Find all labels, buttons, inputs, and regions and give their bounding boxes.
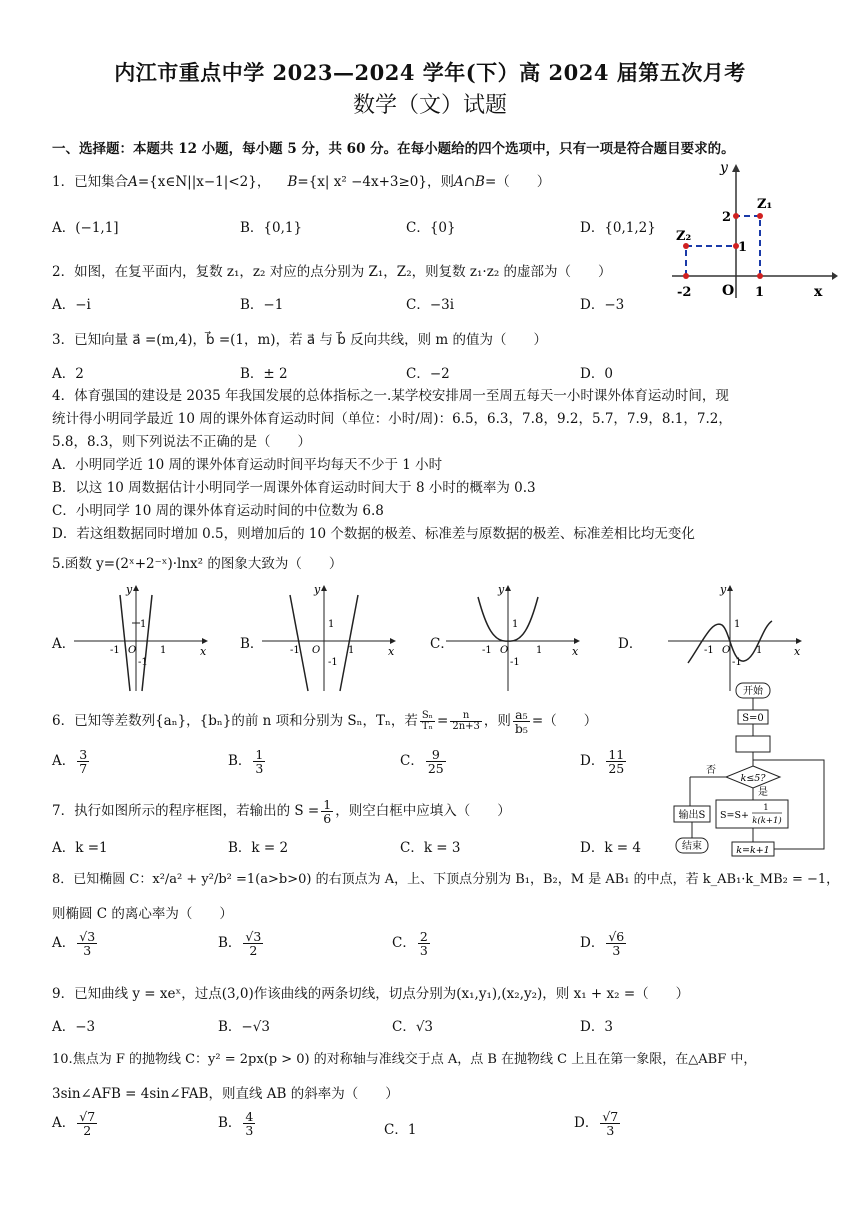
axis-x-label: x — [814, 284, 823, 300]
svg-text:-1: -1 — [110, 645, 120, 656]
q9-option-d: D．3 — [580, 1019, 613, 1035]
q3-option-a: A．2 — [52, 366, 84, 382]
svg-text:y: y — [126, 583, 133, 596]
graph-b — [262, 583, 402, 695]
q3-option-b: B．± 2 — [240, 366, 288, 382]
q7-option-b: B．k = 2 — [228, 840, 289, 856]
svg-text:-1: -1 — [704, 645, 714, 656]
tick-y-1: 1 — [738, 240, 748, 255]
question-4-line-2: 统计得小明同学最近 10 周的课外体育运动时间（单位：小时/周)：6.5，6.3，7.8，9.2，5.7，7.9，8.1，7.2， — [52, 411, 732, 427]
flow-blank-box — [736, 736, 770, 752]
svg-text:x: x — [200, 645, 207, 658]
origin-label: O — [722, 283, 735, 299]
svg-text:-1: -1 — [732, 657, 742, 668]
flowchart — [670, 682, 830, 860]
q4-option-b: B．以这 10 周数据估计小明同学一周课外体育运动时间大于 8 小时的概率为 0.3 — [52, 480, 536, 496]
q10-option-b: B． $\frac{4}{3}$ — [218, 1109, 254, 1139]
question-8-line-1: 8．已知椭圆 C：x²/a² + y²/b² =1(a>b>0) 的右顶点为 A，上、下顶点分别为 B₁，B₂，M 是 AB₁ 的中点，若 k_AB₁·k_MB₂ = −1， — [52, 872, 840, 887]
q7-option-c: C．k = 3 — [400, 840, 461, 856]
question-4-line-1: 4．体育强国的建设是 2035 年我国发展的总体指标之一.某学校安排周一至周五每天一小时课外体育运动时间，现 — [52, 388, 729, 404]
flow-yes: 是 — [758, 787, 768, 798]
svg-text:1: 1 — [512, 619, 519, 630]
page-subtitle: 数学（文）试题 — [352, 93, 507, 118]
svg-text:x: x — [572, 645, 579, 658]
q2-option-b: B．−1 — [240, 297, 284, 313]
point-z1 — [757, 213, 763, 219]
q7-option-d: D．k = 4 — [580, 840, 641, 856]
q9-option-b: B．−√3 — [218, 1019, 270, 1035]
flow-update-pre: S=S+ — [720, 810, 749, 821]
flow-init: S=0 — [742, 713, 764, 724]
svg-text:-1: -1 — [482, 645, 492, 656]
question-10-line-1: 10.焦点为 F 的抛物线 C：y² = 2px(p > 0) 的对称轴与准线交于点 A，点 B 在抛物线 C 上且在第一象限，在△ABF 中， — [52, 1052, 757, 1067]
svg-text:1: 1 — [756, 645, 763, 656]
q6-option-b: B． $\frac{1}{3}$ — [228, 747, 264, 777]
tick-y-2: 2 — [722, 210, 732, 225]
q4-option-d: D．若这组数据同时增加 0.5，则增加后的 10 个数据的极差、标准差与原数据的极差、标准差相比均无变化 — [52, 526, 695, 542]
q10-option-a: A． $\frac{√7}{2}$ — [52, 1109, 96, 1139]
z1-label: Z₁ — [757, 197, 773, 212]
q3-option-d: D．0 — [580, 366, 613, 382]
question-3: 3．已知向量 a⃗ =(m,4)，b⃗ =(1，m)，若 a⃗ 与 b⃗ 反向共线，则 m 的值为（ ） — [52, 332, 547, 348]
question-10-line-2: 3sin∠AFB = 4sin∠FAB，则直线 AB 的斜率为（ ） — [52, 1086, 399, 1102]
question-7: 7．执行如图所示的程序框图，若输出的 S = $\frac{1}{6}$ ，则空白框中应填入（ ） — [52, 797, 511, 827]
complex-plane-figure — [668, 158, 838, 304]
page-title: 内江市重点中学 2023—2024 学年(下）高 2024 届第五次月考 — [114, 60, 746, 85]
q8-option-c: C． $\frac{2}{3}$ — [392, 929, 428, 959]
graph-c — [446, 583, 586, 695]
question-5: 5.函数 y=(2ˣ+2⁻ˣ)·lnx² 的图象大致为（ ） — [52, 556, 343, 572]
q8-option-d: D． $\frac{√6}{3}$ — [580, 929, 625, 959]
svg-text:O: O — [128, 645, 137, 656]
q5-option-c: C． — [430, 636, 454, 652]
flow-end: 结束 — [682, 841, 702, 852]
question-8-line-2: 则椭圆 C 的离心率为（ ） — [52, 906, 233, 922]
q4-option-c: C．小明同学 10 周的课外体育运动时间的中位数为 6.8 — [52, 503, 384, 519]
q9-option-c: C．√3 — [392, 1019, 434, 1035]
q6-option-c: C． $\frac{9}{25}$ — [400, 747, 444, 777]
q5-option-a: A． — [52, 636, 76, 652]
tick-x-neg2: -2 — [677, 285, 692, 300]
question-4-line-3: 5.8，8.3，则下列说法不正确的是（ ） — [52, 434, 311, 450]
q2-option-c: C．−3i — [406, 297, 455, 313]
flow-output: 输出S — [678, 810, 706, 821]
question-9: 9．已知曲线 y = xeˣ，过点(3,0)作该曲线的两条切线，切点分别为(x₁,y₁),(x₂,y₂)，则 x₁ + x₂ =（ ） — [52, 986, 690, 1002]
q3-option-c: C．−2 — [406, 366, 450, 382]
svg-text:O: O — [312, 645, 321, 656]
question-2: 2．如图，在复平面内，复数 z₁，z₂ 对应的点分别为 Z₁，Z₂，则复数 z₁·z₂ 的虚部为（ ） — [52, 264, 612, 280]
svg-text:-1: -1 — [510, 657, 520, 668]
svg-text:y: y — [498, 583, 505, 596]
section-heading: 一、选择题：本题共 12 小题，每小题 5 分，共 60 分。在每小题给的四个选项中，只有一项是符合题目要求的。 — [52, 141, 735, 157]
q8-option-b: B． $\frac{√3}{2}$ — [218, 929, 262, 959]
svg-text:O: O — [722, 645, 731, 656]
q10-option-d: D． $\frac{√7}{3}$ — [574, 1109, 619, 1139]
q1-option-d: D．{0,1,2} — [580, 220, 656, 236]
q1-option-c: C．{0} — [406, 220, 456, 236]
q6-option-d: D． $\frac{11}{25}$ — [580, 747, 625, 777]
svg-text:y: y — [314, 583, 321, 596]
q10-option-c: C．1 — [384, 1122, 417, 1138]
q6-option-a: A． $\frac{3}{7}$ — [52, 747, 88, 777]
q1-option-b: B．{0,1} — [240, 220, 303, 236]
flow-update-num: 1 — [763, 803, 769, 813]
svg-text:-1: -1 — [290, 645, 300, 656]
q2-option-a: A．−i — [52, 297, 91, 313]
q2-option-d: D．−3 — [580, 297, 625, 313]
graph-d — [668, 583, 808, 695]
question-1: 1．已知集合A={x∈N||x−1|<2}， B={x| x² −4x+3≥0}，则A∩B=（ ） — [52, 174, 551, 190]
svg-text:x: x — [388, 645, 395, 658]
flow-update-den: k(k+1) — [752, 816, 782, 826]
svg-text:1: 1 — [734, 619, 741, 630]
svg-text:1: 1 — [160, 645, 167, 656]
flow-start: 开始 — [743, 686, 763, 697]
tick-x-1: 1 — [755, 285, 765, 300]
svg-text:1: 1 — [536, 645, 543, 656]
question-6: 6．已知等差数列{aₙ}，{bₙ}的前 n 项和分别为 Sₙ，Tₙ，若 $\frac{\text{Sₙ}}{\text{Tₙ}}$ = $\frac{n}{2n+3}$ ，则 $\frac{\text{a₅}}{\text{b₅}}$ =（ ） — [52, 707, 598, 737]
svg-text:1: 1 — [348, 645, 355, 656]
svg-text:x: x — [794, 645, 801, 658]
q7-option-a: A．k =1 — [52, 840, 108, 856]
q8-option-a: A． $\frac{√3}{3}$ — [52, 929, 96, 959]
axis-y-label: y — [720, 160, 728, 176]
svg-text:1: 1 — [328, 619, 335, 630]
q1-option-a: A．(−1,1] — [52, 220, 119, 236]
q5-option-b: B． — [240, 636, 264, 652]
flow-cond: k≤5? — [740, 773, 766, 784]
svg-text:O: O — [500, 645, 509, 656]
q9-option-a: A．−3 — [52, 1019, 96, 1035]
svg-text:-1: -1 — [328, 657, 338, 668]
flow-inc: k=k+1 — [736, 845, 770, 856]
graph-a — [74, 583, 214, 695]
flow-no: 否 — [706, 765, 716, 776]
svg-text:1: 1 — [140, 619, 147, 630]
svg-text:-1: -1 — [138, 657, 148, 668]
z2-label: Z₂ — [676, 229, 692, 244]
q4-option-a: A．小明同学近 10 周的课外体育运动时间平均每天不少于 1 小时 — [52, 457, 443, 473]
svg-text:y: y — [720, 583, 727, 596]
q5-option-d: D． — [618, 636, 643, 652]
